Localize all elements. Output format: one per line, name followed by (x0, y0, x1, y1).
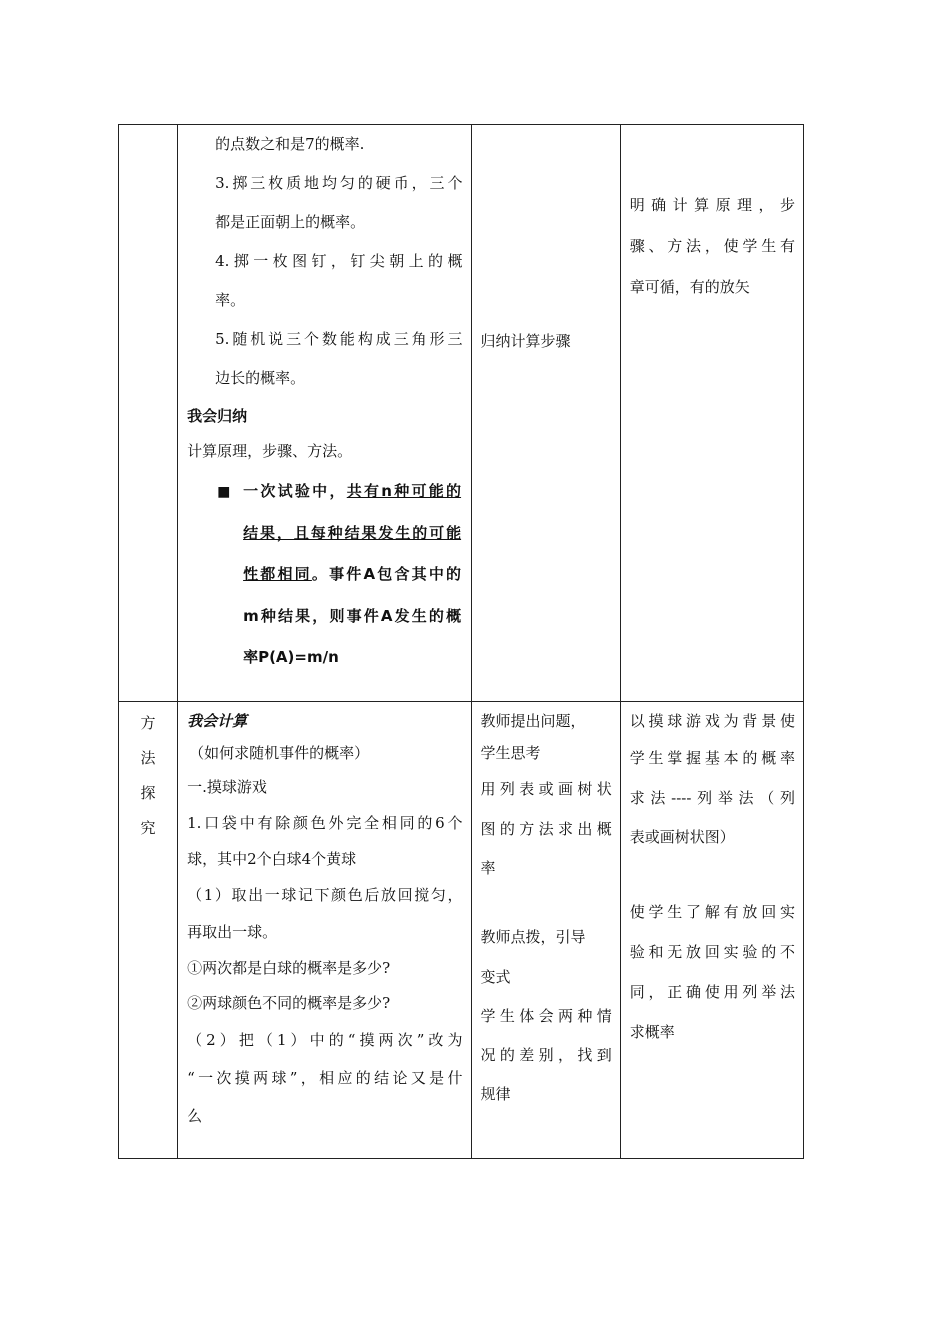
purpose-line: 求概率 (629, 1022, 675, 1041)
purpose-line: 明确计算原理，步 (629, 196, 795, 214)
row2-purpose-cell (620, 702, 803, 1159)
definition-line: 性都相同。事件A包含其中的 (243, 565, 462, 583)
definition-line: 结果，且每种结果发生的可能 (243, 523, 462, 542)
definition-bullet (187, 471, 462, 679)
activity-line: 用列表或画树状 (480, 780, 612, 798)
content-line: 计算原理，步骤、方法。 (187, 442, 353, 460)
purpose-line: 同，正确使用列举法 (629, 982, 795, 1001)
activity-line: 变式 (480, 968, 511, 986)
content-line: 3.掷三枚质地均匀的硬币，三个 (215, 174, 463, 192)
content-line: 4.掷一枚图钉，钉尖朝上的概 (215, 252, 463, 270)
bullet-square-icon: ■ (217, 484, 231, 500)
activity-line: 学生思考 (480, 743, 541, 762)
activity-text: 归纳计算步骤 (480, 332, 571, 350)
section-heading: 我会计算 (187, 712, 248, 730)
purpose-line: 章可循，有的放矢 (629, 278, 750, 296)
content-line: 率。 (215, 291, 246, 309)
purpose-line: 学生掌握基本的概率 (629, 748, 795, 767)
content-line: 么 (187, 1107, 203, 1125)
section-char: 方 (140, 714, 156, 732)
activity-line: 图的方法求出概 (480, 820, 612, 838)
row1-activity-cell (471, 125, 620, 702)
purpose-line: 使学生了解有放回实 (629, 902, 795, 921)
activity-line: 率 (480, 859, 496, 877)
content-line: 再取出一球。 (187, 923, 278, 941)
purpose-line: 骤、方法，使学生有 (629, 237, 795, 255)
content-line: （2）把（1）中的“摸两次”改为 (187, 1031, 463, 1049)
purpose-line: 求法----列举法（列 (629, 788, 795, 807)
content-line: “一次摸两球”，相应的结论又是什 (187, 1069, 463, 1087)
activity-line: 规律 (480, 1085, 511, 1103)
lesson-plan-table (118, 124, 804, 1159)
content-line: ①两次都是白球的概率是多少? (187, 959, 391, 977)
section-char: 究 (140, 819, 156, 837)
row1-purpose-cell (620, 125, 803, 702)
activity-line: 教师点拨，引导 (480, 928, 586, 946)
row1-section-cell (119, 125, 178, 702)
activity-line: 教师提出问题， (480, 712, 586, 730)
activity-line: 况的差别，找到 (480, 1046, 612, 1064)
row2-content-cell (178, 702, 471, 1159)
content-line: 5.随机说三个数能构成三角形三 (215, 330, 463, 348)
activity-line: 学生体会两种情 (480, 1007, 612, 1025)
section-char: 法 (140, 749, 156, 767)
content-line: （如何求随机事件的概率） (189, 743, 370, 762)
content-line: 1.口袋中有除颜色外完全相同的6个 (187, 814, 463, 832)
purpose-line: 验和无放回实验的不 (629, 942, 795, 961)
purpose-line: 以摸球游戏为背景使 (629, 712, 795, 730)
content-line: 边长的概率。 (215, 369, 306, 387)
row2-activity-cell (471, 702, 620, 1159)
table-row (119, 702, 804, 1159)
section-heading: 我会归纳 (187, 407, 248, 425)
section-char: 探 (140, 784, 156, 802)
content-line: ②两球颜色不同的概率是多少? (187, 994, 391, 1012)
content-line: 球，其中2个白球4个黄球 (187, 850, 357, 868)
content-line: 的点数之和是7的概率. (215, 135, 365, 153)
content-line: 都是正面朝上的概率。 (215, 213, 366, 231)
table-row (119, 125, 804, 702)
definition-line: 一次试验中，共有n种可能的 (243, 482, 462, 500)
row2-section-cell (119, 702, 178, 1159)
row1-content-cell (178, 125, 471, 702)
definition-formula: 率P(A)=m/n (243, 648, 339, 666)
content-line: （1）取出一球记下颜色后放回搅匀， (187, 886, 463, 904)
purpose-line: 表或画树状图） (629, 827, 735, 846)
definition-line: m种结果，则事件A发生的概 (243, 606, 462, 625)
content-line: 一.摸球游戏 (187, 778, 267, 796)
